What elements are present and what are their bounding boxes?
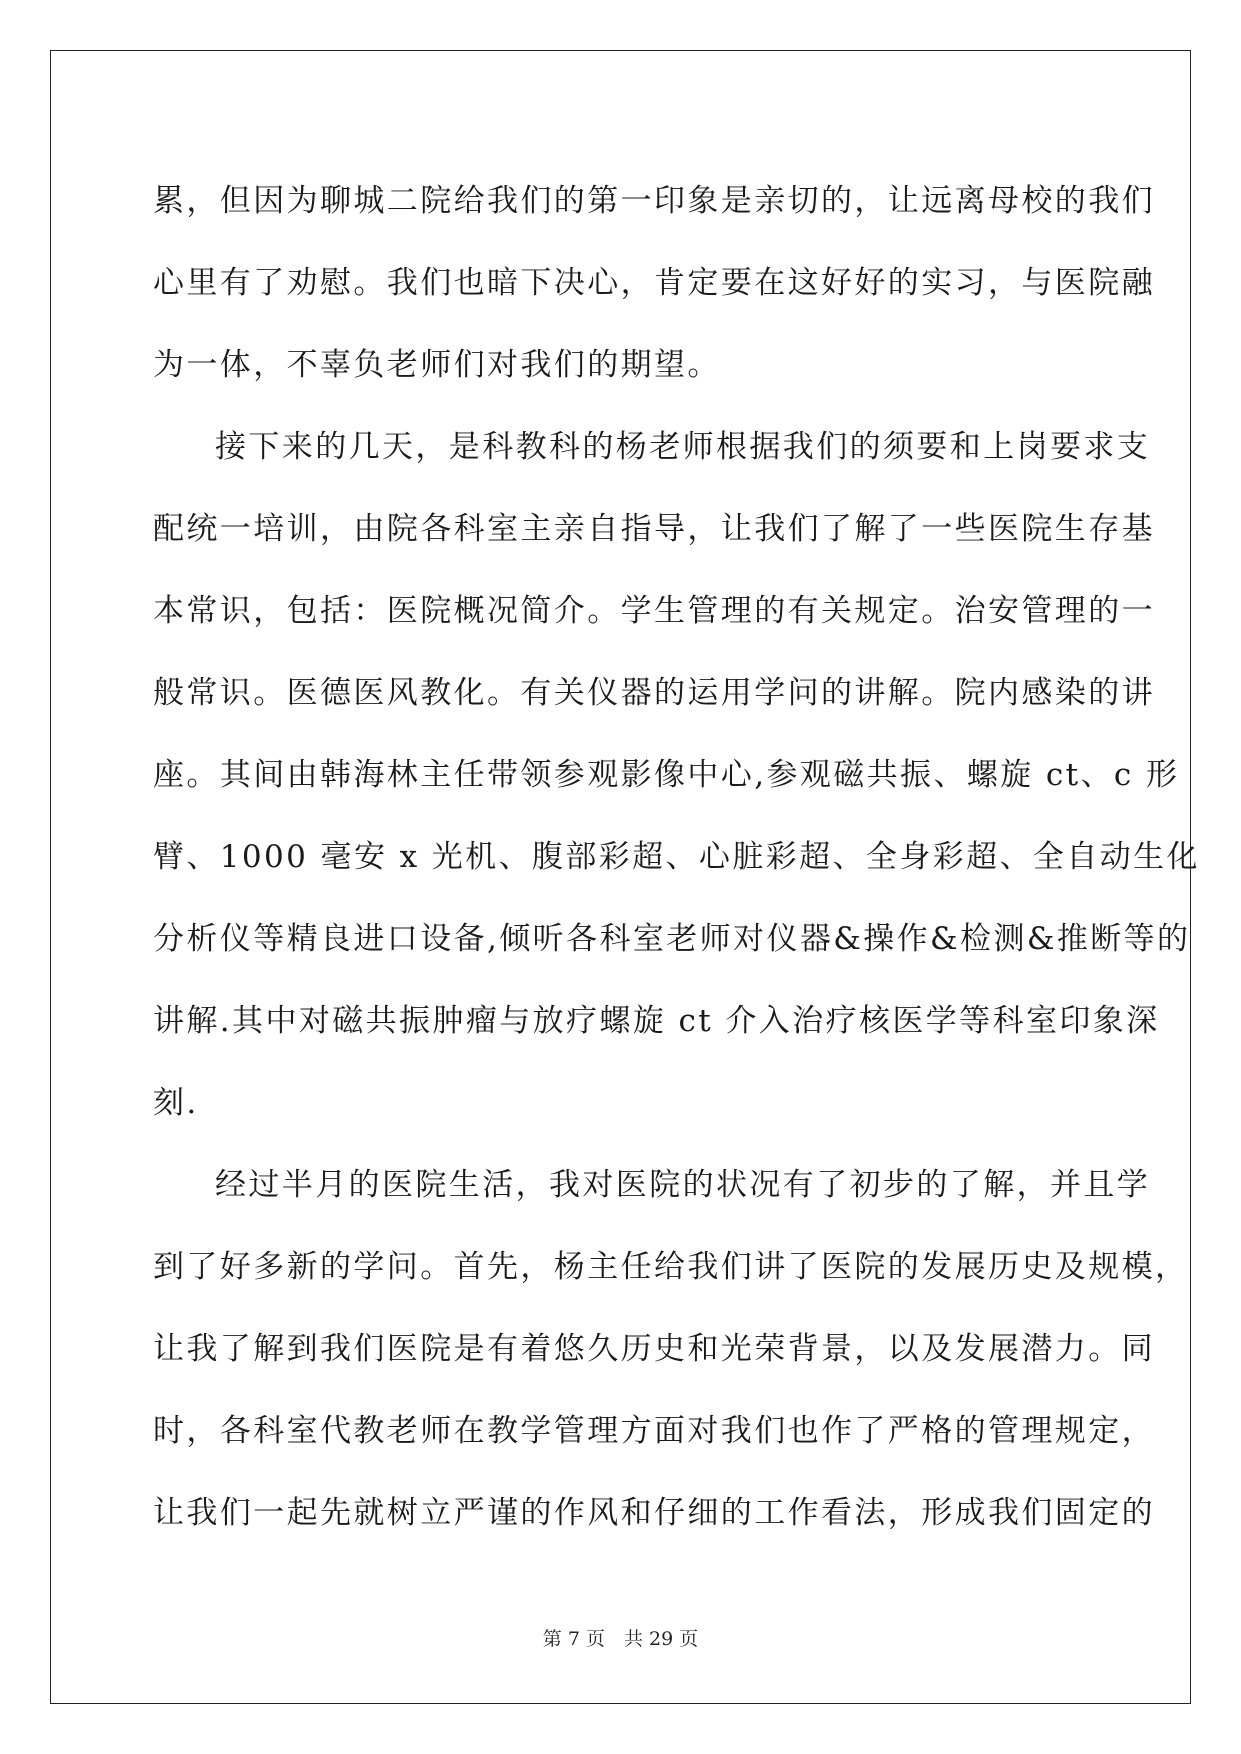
text-line: 分析仪等精良进口设备,倾听各科室老师对仪器&操作&检测&推断等的 (153, 921, 1191, 957)
text-line: 累，但因为聊城二院给我们的第一印象是亲切的，让远离母校的我们 (153, 183, 1155, 219)
paragraph-start-line: 接下来的几天，是科教科的杨老师根据我们的须要和上岗要求支 (215, 429, 1151, 465)
text-line: 座。其间由韩海林主任带领参观影像中心,参观磁共振、螺旋 ct、c 形 (153, 757, 1180, 793)
text-line: 为一体，不辜负老师们对我们的期望。 (153, 347, 721, 383)
text-line: 讲解.其中对磁共振肿瘤与放疗螺旋 ct 介入治疗核医学等科室印象深 (153, 1003, 1160, 1039)
text-line: 让我了解到我们医院是有着悠久历史和光荣背景，以及发展潜力。同 (153, 1331, 1155, 1367)
text-line: 心里有了劝慰。我们也暗下决心，肯定要在这好好的实习，与医院融 (153, 265, 1155, 301)
page-number-footer: 第 7 页 共 29 页 (542, 1628, 699, 1650)
text-line: 配统一培训，由院各科室主亲自指导，让我们了解了一些医院生存基 (153, 511, 1155, 547)
text-line: 般常识。医德医风教化。有关仪器的运用学问的讲解。院内感染的讲 (153, 675, 1155, 711)
text-line: 时，各科室代教老师在教学管理方面对我们也作了严格的管理规定， (153, 1413, 1155, 1449)
text-line: 本常识，包括：医院概况简介。学生管理的有关规定。治安管理的一 (153, 593, 1155, 629)
paragraph-start-line: 经过半月的医院生活，我对医院的状况有了初步的了解，并且学 (215, 1167, 1151, 1203)
text-line: 让我们一起先就树立严谨的作风和仔细的工作看法，形成我们固定的 (153, 1495, 1155, 1531)
text-line: 臂、1000 毫安 x 光机、腹部彩超、心脏彩超、全身彩超、全自动生化 (153, 839, 1200, 875)
text-line: 到了好多新的学问。首先，杨主任给我们讲了医院的发展历史及规模， (153, 1249, 1189, 1285)
text-line: 刻. (153, 1085, 199, 1121)
body-text (153, 160, 1200, 1554)
